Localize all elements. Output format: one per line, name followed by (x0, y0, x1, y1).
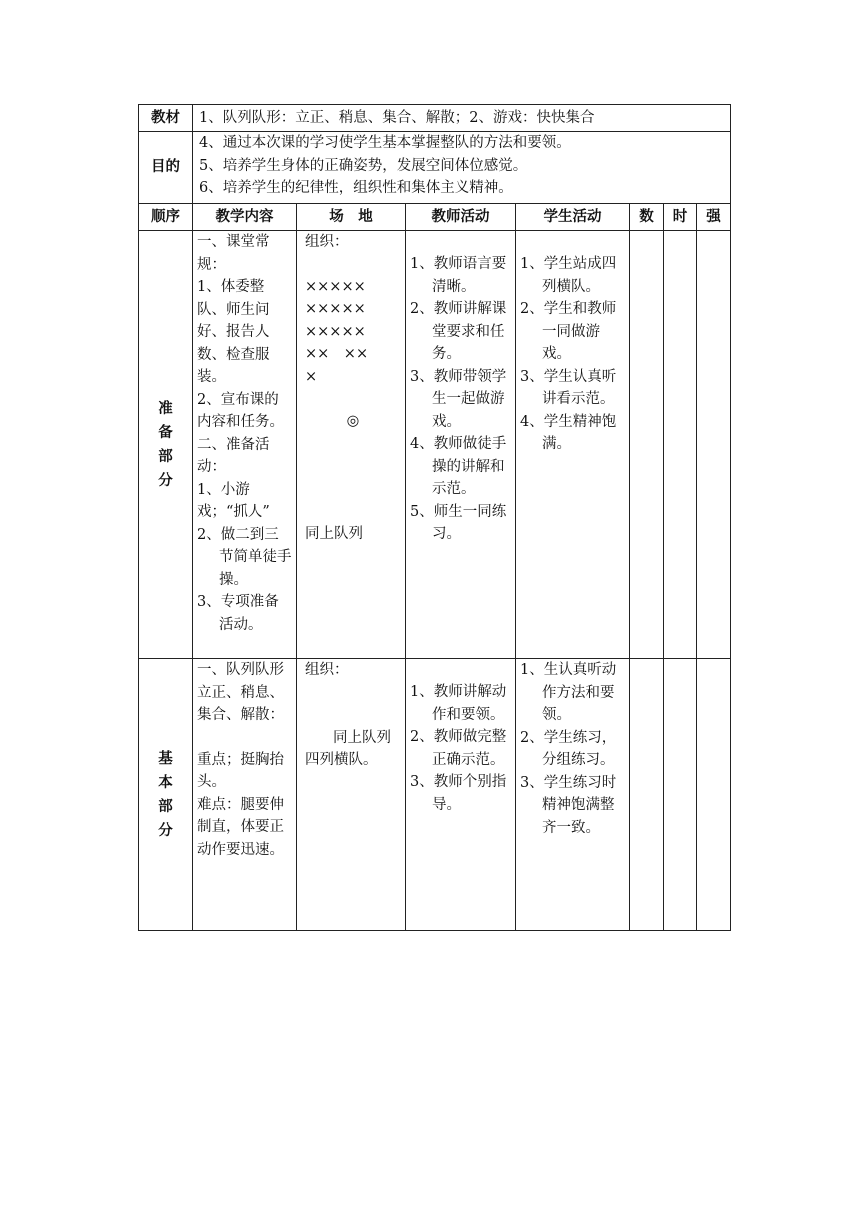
basic-content-item: 一、队列队形 (197, 662, 284, 678)
prep-venue (297, 231, 406, 659)
student-item: 4、学生精神饱满。 (520, 413, 617, 452)
material-text: 1、队列队形：立正、稍息、集合、解散；2、游戏：快快集合 (193, 105, 731, 132)
formation-row: ××××× (305, 323, 366, 340)
header-teacher: 教师活动 (406, 204, 516, 231)
venue-note: 同上队列 (305, 525, 363, 542)
prep-content-item: 2、做二到三节简单徒手操。 (197, 526, 292, 588)
basic-label-char: 分 (158, 822, 173, 839)
goal-line: 4、通过本次课的学习使学生基本掌握整队的方法和要领。 (199, 135, 571, 151)
venue-org-label: 组织： (305, 662, 349, 678)
basic-teacher (406, 659, 516, 931)
goal-text (193, 132, 731, 204)
formation-row: ××××× (305, 301, 366, 317)
student-item: 1、学生站成四列横队。 (520, 256, 617, 295)
prep-time-cell (664, 231, 697, 659)
basic-student (516, 659, 630, 931)
prep-intensity-cell (697, 231, 731, 659)
prep-content-item: 1、小游戏；“抓人” (197, 481, 270, 520)
teacher-item: 4、教师做徒手操的讲解和示范。 (410, 436, 507, 497)
teacher-item: 1、教师语言要清晰。 (410, 256, 507, 295)
goal-label: 目的 (139, 132, 193, 204)
basic-intensity-cell (697, 659, 731, 931)
basic-label-char: 基 (158, 750, 173, 767)
venue-note: 同上队列四列横队。 (305, 729, 391, 768)
header-student: 学生活动 (516, 204, 630, 231)
student-item: 3、学生练习时精神饱满整齐一致。 (520, 774, 617, 836)
teacher-item: 5、师生一同练习。 (410, 503, 507, 542)
student-item: 1、生认真听动作方法和要领。 (520, 662, 617, 723)
basic-label (139, 659, 193, 931)
student-item: 2、学生练习，分组练习。 (520, 729, 617, 768)
teacher-item: 2、教师做完整正确示范。 (410, 729, 507, 768)
material-row (139, 105, 731, 132)
basic-label-char: 部 (158, 798, 173, 815)
prep-content (193, 231, 297, 659)
header-order: 顺序 (139, 204, 193, 231)
prep-content-item: 1、体委整队、师生问好、报告人数、检查服装。 (197, 279, 270, 385)
header-time: 时 (664, 204, 697, 231)
basic-venue (297, 659, 406, 931)
prep-label (139, 231, 193, 659)
basic-content-item: 重点；挺胸抬头。 (197, 751, 284, 790)
goal-line: 6、培养学生的纪律性，组织性和集体主义精神。 (199, 180, 513, 196)
basic-label-char: 本 (158, 774, 173, 791)
prep-row (139, 231, 731, 659)
prep-label-char: 准 (158, 400, 173, 417)
prep-label-char: 部 (158, 448, 173, 465)
formation-row: ×× ×× (305, 346, 369, 362)
prep-count-cell (630, 231, 664, 659)
goal-row (139, 132, 731, 204)
basic-time-cell (664, 659, 697, 931)
teacher-position-mark: ◎ (346, 413, 360, 429)
teacher-item: 1、教师讲解动作和要领。 (410, 684, 507, 723)
material-label: 教材 (139, 105, 193, 132)
prep-content-item: 二、准备活动： (197, 436, 270, 475)
teacher-item: 3、教师带领学生一起做游戏。 (410, 368, 507, 430)
prep-student (516, 231, 630, 659)
header-intensity: 强 (697, 204, 731, 231)
prep-content-item: 3、专项准备活动。 (197, 594, 279, 633)
prep-label-char: 分 (158, 472, 173, 489)
formation-row: × (305, 368, 318, 385)
header-row (139, 204, 731, 231)
prep-content-item: 2、宣布课的内容和任务。 (197, 391, 284, 430)
basic-content-item: 立正、稍息、集合、解散： (197, 684, 284, 723)
header-venue: 场 地 (297, 204, 406, 231)
prep-content-item: 一、课堂常规： (197, 234, 270, 273)
formation-row: ××××× (305, 278, 366, 295)
lesson-plan-table (138, 104, 731, 931)
basic-count-cell (630, 659, 664, 931)
basic-row (139, 659, 731, 931)
prep-label-char: 备 (158, 424, 173, 441)
teacher-item: 3、教师个别指导。 (410, 774, 507, 813)
goal-line: 5、培养学生身体的正确姿势，发展空间体位感觉。 (199, 157, 528, 174)
student-item: 2、学生和教师一同做游戏。 (520, 301, 617, 362)
basic-content-item: 难点：腿要伸制直，体要正动作要迅速。 (197, 796, 284, 858)
teacher-item: 2、教师讲解课堂要求和任务。 (410, 301, 507, 362)
student-item: 3、学生认真听讲看示范。 (520, 368, 617, 407)
basic-content (193, 659, 297, 931)
prep-teacher (406, 231, 516, 659)
header-content: 教学内容 (193, 204, 297, 231)
venue-org-label: 组织： (305, 234, 349, 250)
header-count: 数 (630, 204, 664, 231)
